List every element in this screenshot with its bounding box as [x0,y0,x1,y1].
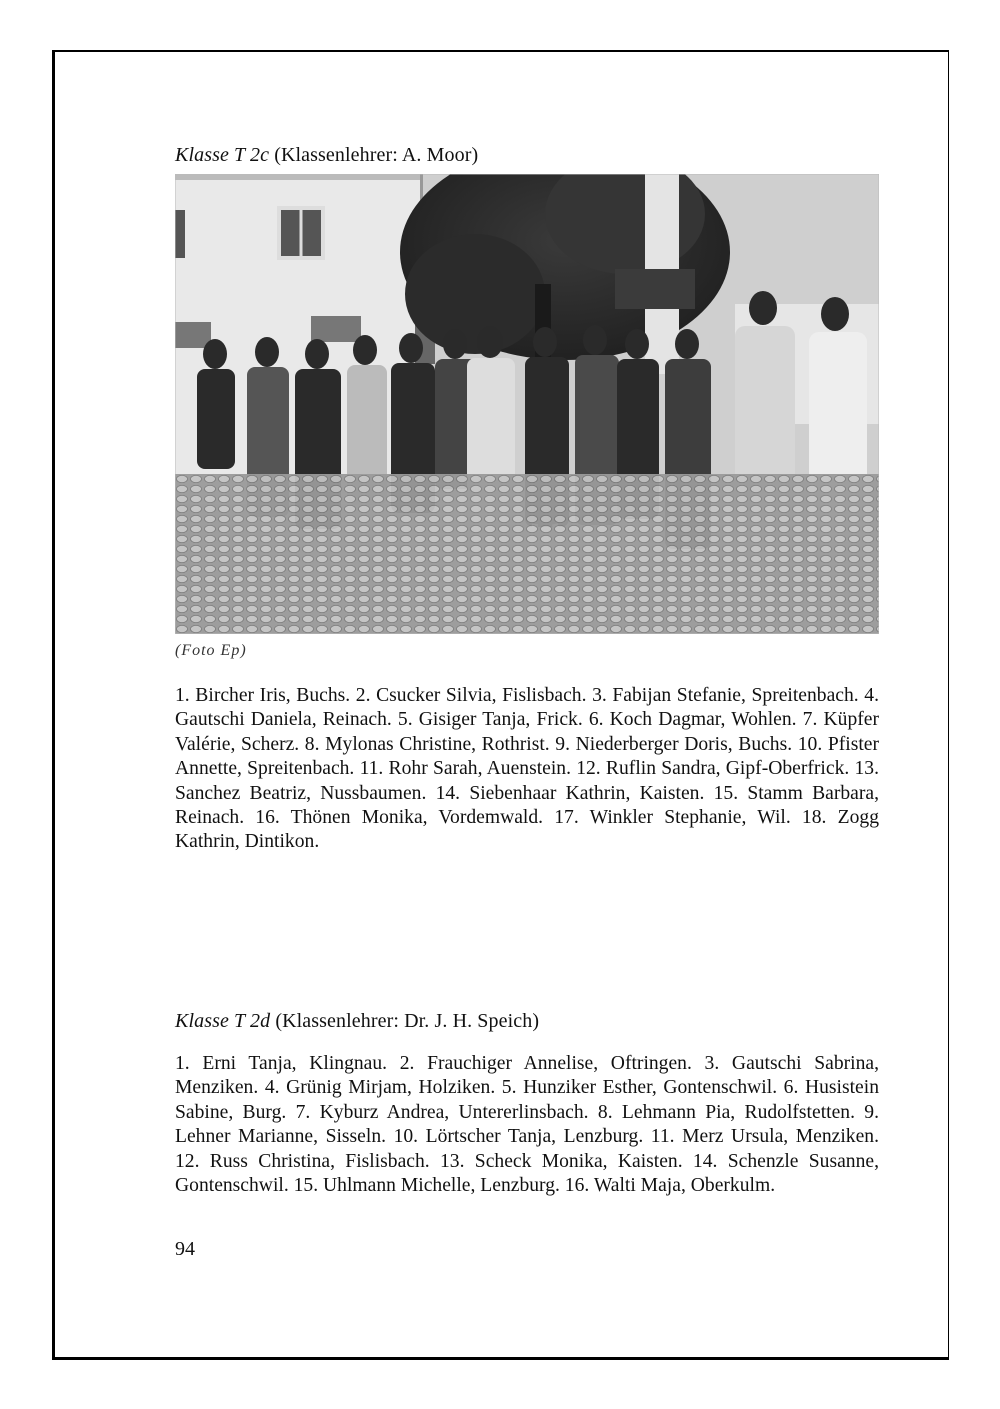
class-t2d-student-list: 1. Erni Tanja, Klingnau. 2. Frauchiger Annelise, Oftringen. 3. Gautschi Sabrina, Menziken. 4. Grünig Mirjam, Holziken. 5. Hunziker Esther, Gontenschwil. 6. Husistein Sabine, Burg. 7. Kyburz Andrea, Untererlinsbach. 8. Lehmann Pia, Rudolfstetten. 9. Lehner Marianne, Sisseln. 10. Lörtscher Tanja, Lenzburg. 11. Merz Ursula, Menziken. 12. Russ Christina, Fislisbach. 13. Scheck Monika, Kaisten. 14. Schenzle Susanne, Gontenschwil. 15. Uhlmann Michelle, Lenzburg. 16. Walti Maja, Oberkulm. [175,1053,879,1197]
class-group-photo [175,174,879,634]
document-page [55,52,948,1357]
class-t2c-heading [175,144,478,167]
class-t2d-heading [175,1010,539,1033]
class-t2c-title: Klasse T 2c [175,144,270,166]
page-border [52,50,949,1360]
page-number: 94 [175,1238,195,1260]
group-photo-illustration [175,174,879,634]
class-t2c-teacher: (Klassenlehrer: A. Moor) [274,144,479,166]
photo-credit: (Foto Ep) [175,642,247,659]
class-t2d-teacher: (Klassenlehrer: Dr. J. H. Speich) [275,1010,540,1032]
class-t2d-title: Klasse T 2d [175,1010,271,1032]
class-t2c-student-list: 1. Bircher Iris, Buchs. 2. Csucker Silvia, Fislisbach. 3. Fabijan Stefanie, Spreitenbach. 4. Gautschi Daniela, Reinach. 5. Gisiger Tanja, Frick. 6. Koch Dagmar, Wohlen. 7. Küpfer Valérie, Scherz. 8. Mylonas Christine, Rothrist. 9. Niederberger Doris, Buchs. 10. Pfister Annette, Spreitenbach. 11. Rohr Sarah, Auenstein. 12. Ruflin Sandra, Gipf-Oberfrick. 13. Sanchez Beatriz, Nussbaumen. 14. Siebenhaar Kathrin, Kaisten. 15. Stamm Barbara, Reinach. 16. Thönen Monika, Vordemwald. 17. Winkler Stephanie, Wil. 18. Zogg Kathrin, Dintikon. [175,685,879,853]
